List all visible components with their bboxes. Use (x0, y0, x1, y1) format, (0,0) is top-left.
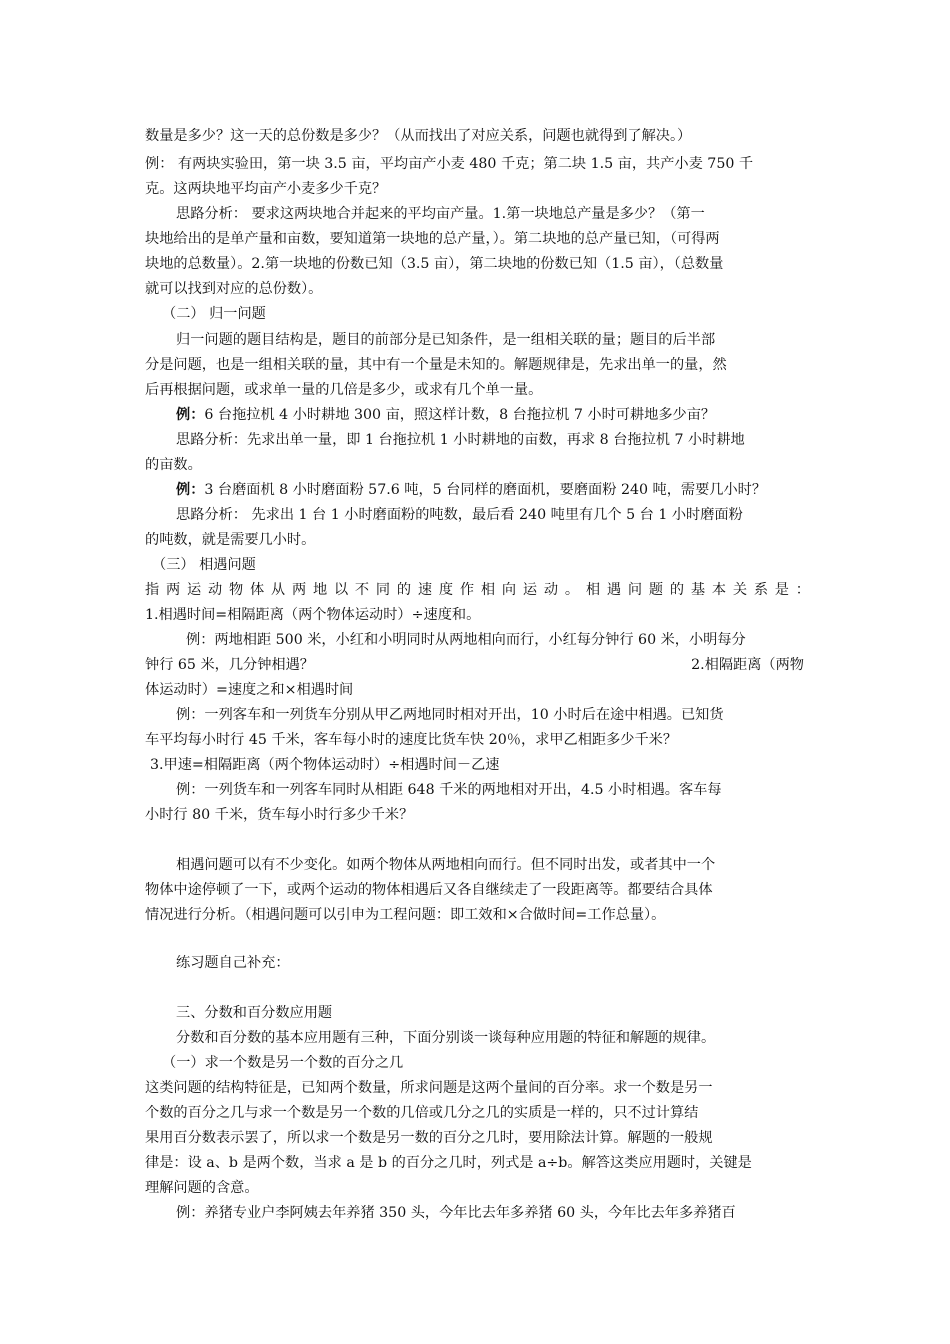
section-heading: 三、分数和百分数应用题 (176, 1005, 333, 1021)
example-label: 例： (176, 482, 205, 498)
text-line: 体运动时）=速度之和×相遇时间 (145, 682, 354, 698)
text-line: 理解问题的含意。 (145, 1180, 259, 1196)
text-line: 钟行 65 米，几分钟相遇？ (145, 657, 314, 673)
text-line: 2.相隔距离（两物 (691, 657, 804, 673)
text-line: 律是：设 a、b 是两个数，当求 a 是 b 的百分之几时，列式是 a÷b。解答这类应用题时，关键是 (145, 1155, 752, 1171)
text-line: 归一问题的题目结构是，题目的前部分是已知条件，是一组相关联的量；题目的后半部 (176, 332, 716, 348)
section-heading: （一）求一个数是另一个数的百分之几 (162, 1055, 404, 1071)
text-line: 的吨数，就是需要几小时。 (145, 532, 316, 548)
text-line: 1.相遇时间=相隔距离（两个物体运动时）÷速度和。 (145, 607, 481, 623)
example-text: 3 台磨面机 8 小时磨面粉 57.6 吨，5 台同样的磨面机，要磨面粉 240 吨，需要几小时？ (204, 482, 767, 498)
text-line: 分数和百分数的基本应用题有三种，下面分别谈一谈每种应用题的特征和解题的规律。 (176, 1030, 716, 1046)
text-line: 思路分析：先求出单一量，即 1 台拖拉机 1 小时耕地的亩数，再求 8 台拖拉机 7 小时耕地 (176, 432, 745, 448)
text-line (176, 479, 810, 501)
text-line: 分是问题，也是一组相关联的量，其中有一个量是未知的。解题规律是，先求出单一的量，然 (145, 357, 727, 373)
text-line: 物体中途停顿了一下，或两个运动的物体相遇后又各自继续走了一段距离等。都要结合具体 (145, 882, 713, 898)
text-line: 果用百分数表示罢了，所以求一个数是另一数的百分之几时，要用除法计算。解题的一般规 (145, 1130, 713, 1146)
text-line: 小时行 80 千米，货车每小时行多少千米？ (145, 807, 414, 823)
text-line: 练习题自己补充： (176, 955, 290, 971)
text-line: 块地的总数量）。2.第一块地的份数已知（3.5 亩），第二块地的份数已知（1.5 亩），（总数量 (145, 256, 724, 272)
text-line: 相遇问题可以有不少变化。如两个物体从两地相向而行。但不同时出发，或者其中一个 (176, 857, 716, 873)
text-line: 思路分析： 先求出 1 台 1 小时磨面粉的吨数，最后看 240 吨里有几个 5 台 1 小时磨面粉 (176, 507, 743, 523)
text-line: 思路分析： 要求这两块地合并起来的平均亩产量。1.第一块地总产量是多少？（第一 (176, 206, 705, 222)
example-label: 例： (176, 407, 205, 423)
text-line: 例： 有两块实验田，第一块 3.5 亩，平均亩产小麦 480 千克；第二块 1.5 亩，共产小麦 750 千 (145, 156, 754, 172)
text-line: 例：两地相距 500 米，小红和小明同时从两地相向而行，小红每分钟行 60 米，小明每分 (186, 632, 746, 648)
text-line: 数量是多少？这一天的总份数是多少？（从而找出了对应关系，问题也就得到了解决。） (145, 128, 692, 144)
text-line: 块地给出的是单产量和亩数，要知道第一块地的总产量，）。第二块地的总产量已知，（可得两 (145, 231, 720, 247)
text-line: 车平均每小时行 45 千米，客车每小时的速度比货车快 20％，求甲乙相距多少千米？ (145, 732, 678, 748)
section-heading: （三） 相遇问题 (152, 557, 256, 573)
text-line: 后再根据问题，或求单一量的几倍是多少，或求有几个单一量。 (145, 382, 543, 398)
text-line: 3.甲速=相隔距离（两个物体运动时）÷相遇时间－乙速 (150, 757, 500, 773)
text-line: 克。这两块地平均亩产小麦多少千克？ (145, 181, 387, 197)
text-line: 例：一列货车和一列客车同时从相距 648 千米的两地相对开出，4.5 小时相遇。客车每 (176, 782, 722, 798)
text-line: 例：一列客车和一列货车分别从甲乙两地同时相对开出，10 小时后在途中相遇。已知货 (176, 707, 724, 723)
text-line: 的亩数。 (145, 457, 202, 473)
example-text: 6 台拖拉机 4 小时耕地 300 亩，照这样计数，8 台拖拉机 7 小时可耕地多少亩？ (204, 407, 716, 423)
text-line: 指 两 运 动 物 体 从 两 地 以 不 同 的 速 度 作 相 向 运 动 。 相 遇 问 题 的 基 本 关 系 是 ： (145, 582, 810, 598)
text-line: 个数的百分之几与求一个数是另一个数的几倍或几分之几的实质是一样的，只不过计算结 (145, 1105, 699, 1121)
text-line: 这类问题的结构特征是，已知两个数量，所求问题是这两个量间的百分率。求一个数是另一 (145, 1080, 713, 1096)
text-line: 就可以找到对应的总份数）。 (145, 281, 323, 297)
section-heading: （二） 归一问题 (162, 306, 266, 322)
text-line: 情况进行分析。（相遇问题可以引申为工程问题：即工效和×合做时间=工作总量）。 (145, 907, 666, 923)
text-line (176, 404, 810, 426)
text-line: 例：养猪专业户李阿姨去年养猪 350 头，今年比去年多养猪 60 头，今年比去年多养猪百 (176, 1205, 736, 1221)
